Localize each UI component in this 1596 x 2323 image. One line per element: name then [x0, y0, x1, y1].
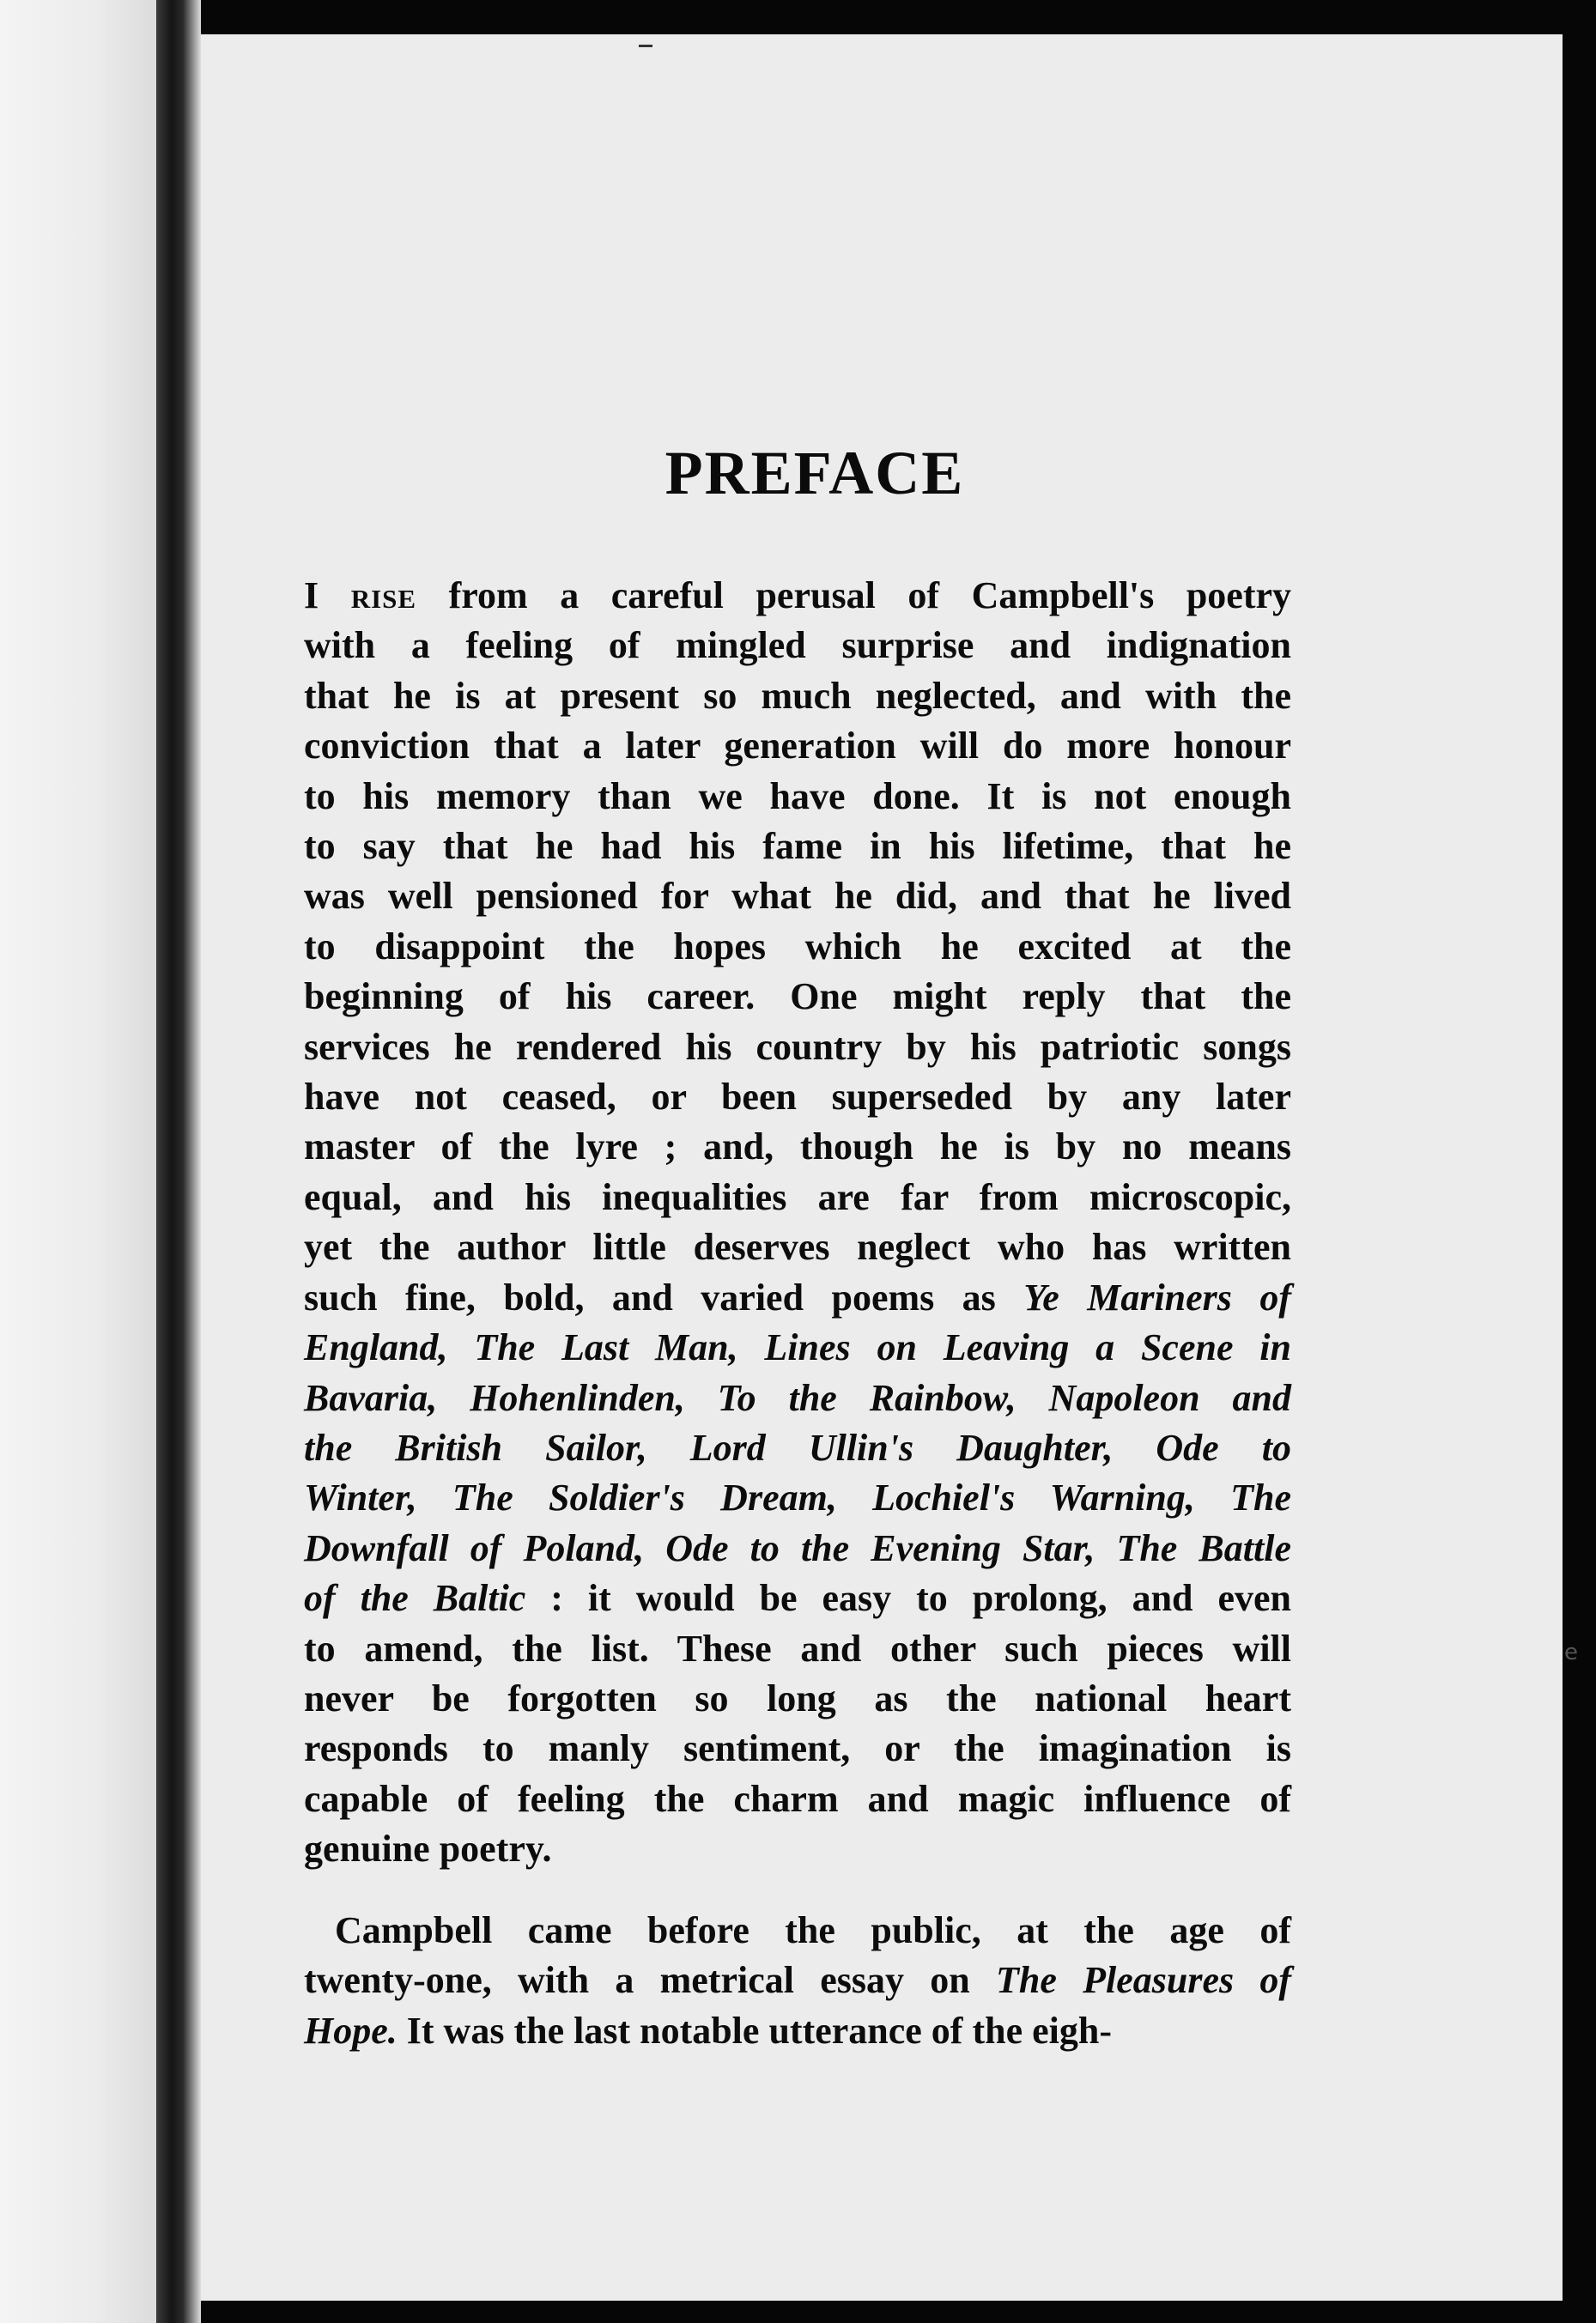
body-text: I — [304, 574, 351, 616]
book-gutter — [156, 0, 201, 2323]
text-line — [304, 1122, 1291, 1172]
text-line — [304, 571, 1291, 621]
text-line — [304, 1273, 1291, 1323]
text-line — [304, 1374, 1291, 1423]
body-text: beginning of his career. One might reply that the — [304, 975, 1291, 1018]
italic-title-text: of the Baltic — [304, 1577, 526, 1620]
text-line — [304, 1423, 1291, 1473]
text-line — [304, 1222, 1291, 1272]
body-text: yet the author little deserves neglect who has written — [304, 1226, 1291, 1269]
body-text: It was the last notable utterance of the eigh- — [397, 2009, 1112, 2052]
body-text: genuine poetry. — [304, 1828, 552, 1871]
text-line — [304, 1022, 1291, 1072]
body-text: Campbell came before the public, at the age of — [335, 1909, 1291, 1951]
italic-title-text: the British Sailor, Lord Ullin's Daughter, Ode to — [304, 1426, 1291, 1469]
body-text: such fine, bold, and varied poems as — [304, 1276, 1024, 1319]
body-text: : it would be easy to prolong, and even — [525, 1577, 1291, 1620]
text-line — [304, 1906, 1291, 1956]
text-line — [304, 772, 1291, 822]
italic-title-text: Ye Mariners of — [1023, 1276, 1291, 1319]
body-text: to say that he had his fame in his lifetime, that he — [304, 825, 1291, 868]
text-line — [304, 621, 1291, 670]
top-mark — [639, 45, 652, 47]
body-text: rise — [350, 574, 417, 616]
preface-paragraph-2 — [304, 1906, 1291, 2056]
text-line — [304, 1774, 1291, 1824]
body-text: from a careful perusal of Campbell's poetry — [416, 574, 1292, 616]
body-text: to his memory than we have done. It is not enough — [304, 774, 1291, 817]
text-line — [304, 1473, 1291, 1523]
body-text: never be forgotten so long as the national heart — [304, 1677, 1291, 1720]
text-line — [304, 1574, 1291, 1623]
italic-title-text: Winter, The Soldier's Dream, Lochiel's Warning, The — [304, 1477, 1291, 1519]
page-title: PREFACE — [664, 439, 965, 507]
text-line — [304, 1173, 1291, 1222]
italic-title-text: England, The Last Man, Lines on Leaving a Scene in — [304, 1326, 1291, 1369]
text-line — [304, 2006, 1291, 2056]
text-line — [304, 822, 1291, 871]
italic-title-text: Hope. — [304, 2009, 397, 2052]
text-line — [304, 1072, 1291, 1122]
text-line — [304, 1724, 1291, 1774]
text-line — [304, 671, 1291, 721]
italic-title-text: Bavaria, Hohenlinden, To the Rainbow, Napoleon and — [304, 1376, 1291, 1419]
body-text: was well pensioned for what he did, and that he lived — [304, 875, 1291, 918]
body-text: responds to manly sentiment, or the imagination is — [304, 1727, 1291, 1770]
body-text: master of the lyre ; and, though he is by no means — [304, 1125, 1291, 1168]
body-text: equal, and his inequalities are far from microscopic, — [304, 1175, 1291, 1218]
body-text: that he is at present so much neglected, and with the — [304, 674, 1291, 717]
margin-speck: e — [1564, 1640, 1578, 1665]
body-text: capable of feeling the charm and magic influence of — [304, 1777, 1291, 1820]
facing-page-edge — [0, 0, 156, 2323]
text-line — [304, 1624, 1291, 1674]
body-text: conviction that a later generation will do more honour — [304, 725, 1291, 767]
italic-title-text: The Pleasures of — [995, 1959, 1292, 2002]
text-line — [304, 1824, 1291, 1874]
body-text: twenty-one, with a metrical essay on — [304, 1959, 996, 2002]
text-line — [304, 922, 1291, 972]
body-text: with a feeling of mingled surprise and indignation — [304, 624, 1291, 667]
body-text: to amend, the list. These and other such pieces will — [304, 1627, 1291, 1670]
text-line — [304, 721, 1291, 771]
book-page — [201, 34, 1563, 2301]
body-text: services he rendered his country by his patriotic songs — [304, 1025, 1291, 1068]
body-text: have not ceased, or been superseded by any later — [304, 1076, 1291, 1119]
text-line — [304, 1956, 1291, 2005]
body-text: to disappoint the hopes which he excited at the — [304, 925, 1291, 967]
text-line — [304, 1674, 1291, 1724]
text-line — [304, 1524, 1291, 1574]
text-line — [304, 871, 1291, 921]
italic-title-text: Downfall of Poland, Ode to the Evening Star, The Battle — [304, 1526, 1291, 1569]
preface-paragraph-1 — [304, 571, 1291, 1875]
text-line — [304, 1323, 1291, 1373]
text-line — [304, 972, 1291, 1022]
